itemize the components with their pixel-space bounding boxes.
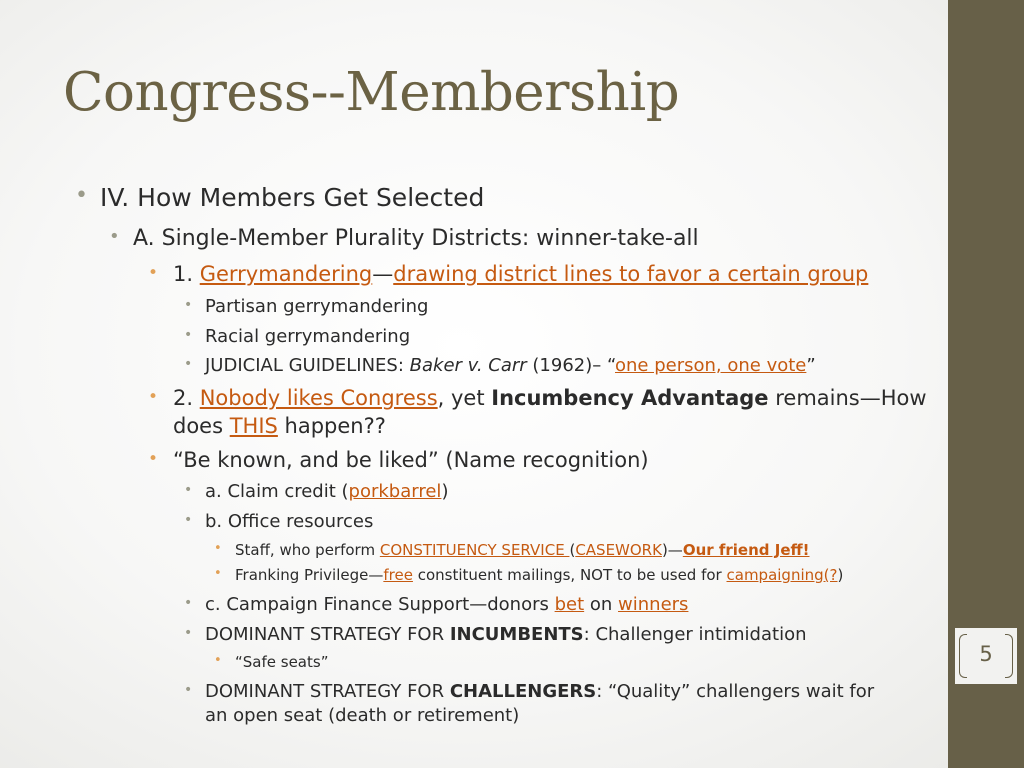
bullet-staff: • Staff, who perform CONSTITUENCY SERVICE (CASEWORK)—Our friend Jeff! (214, 541, 810, 559)
bullet-challengers-strategy-line2: an open seat (death or retirement) (205, 705, 520, 726)
casework-link[interactable]: CASEWORK (575, 541, 662, 559)
bullet-single-member-districts: • A. Single-Member Plurality Districts: winner-take-all (109, 226, 699, 251)
bullet-dot-icon: • (148, 387, 159, 407)
constituency-service-link[interactable]: CONSTITUENCY SERVICE (379, 541, 570, 559)
bullet-dot-icon: • (148, 449, 159, 469)
bullet-dot-icon: • (75, 183, 88, 208)
bullet-dot-icon: • (184, 512, 193, 528)
bullet-partisan: • Partisan gerrymandering (184, 296, 429, 317)
bullet-dot-icon: • (214, 541, 222, 556)
bullet-racial: • Racial gerrymandering (184, 326, 411, 347)
bullet-gerrymandering: • 1. Gerrymandering—drawing district lines to favor a certain group (148, 262, 869, 286)
bullet-members-selected: • IV. How Members Get Selected (75, 183, 485, 212)
bullet-dot-icon: • (184, 297, 193, 313)
bullet-franking-privilege: • Franking Privilege—free constituent mailings, NOT to be used for campaigning(?) (214, 566, 844, 584)
winners-link[interactable]: winners (618, 594, 689, 615)
bullet-campaign-finance: • c. Campaign Finance Support—donors bet on winners (184, 594, 689, 615)
bullet-be-known: • “Be known, and be liked” (Name recognition) (148, 448, 649, 472)
bullet-dot-icon: • (184, 356, 193, 372)
bullet-dot-icon: • (109, 226, 120, 247)
bullet-incumbency-advantage: • 2. Nobody likes Congress, yet Incumbency Advantage remains—How (148, 386, 927, 410)
free-link[interactable]: free (383, 566, 413, 584)
bullet-dot-icon: • (184, 682, 193, 698)
bullet-dot-icon: • (184, 625, 193, 641)
bullet-claim-credit: • a. Claim credit (porkbarrel) (184, 481, 449, 502)
bullet-safe-seats: • “Safe seats” (214, 653, 329, 671)
bullet-office-resources: • b. Office resources (184, 511, 374, 532)
district-lines-link[interactable]: drawing district lines to favor a certain group (393, 262, 869, 286)
bet-link[interactable]: bet (554, 594, 585, 615)
bullet-dot-icon: • (184, 595, 193, 611)
slide-number-badge (955, 628, 1017, 684)
campaigning-link[interactable]: campaigning(? (726, 566, 838, 584)
bullet-dot-icon: • (184, 327, 193, 343)
one-person-one-vote-link[interactable]: one person, one vote (615, 355, 807, 376)
bullet-dot-icon: • (184, 482, 193, 498)
nobody-likes-congress-link[interactable]: Nobody likes Congress (199, 386, 438, 410)
bullet-dot-icon: • (214, 653, 222, 668)
bullet-incumbency-advantage-line2: does THIS happen?? (173, 414, 386, 438)
bullet-challengers-strategy: • DOMINANT STRATEGY FOR CHALLENGERS: “Quality” challengers wait for (184, 681, 875, 702)
bullet-judicial-guidelines: • JUDICIAL GUIDELINES: Baker v. Carr (1962)– “one person, one vote” (184, 355, 816, 376)
this-link[interactable]: THIS (229, 414, 278, 438)
bullet-incumbents-strategy: • DOMINANT STRATEGY FOR INCUMBENTS: Challenger intimidation (184, 624, 807, 645)
slide-title: Congress--Membership (63, 62, 680, 123)
bullet-dot-icon: • (214, 566, 222, 581)
porkbarrel-link[interactable]: porkbarrel (348, 481, 442, 502)
gerrymandering-link[interactable]: Gerrymandering (199, 262, 373, 286)
our-friend-jeff-link[interactable]: Our friend Jeff! (682, 541, 810, 559)
bullet-dot-icon: • (148, 263, 159, 283)
slide-number: 5 (979, 642, 993, 666)
